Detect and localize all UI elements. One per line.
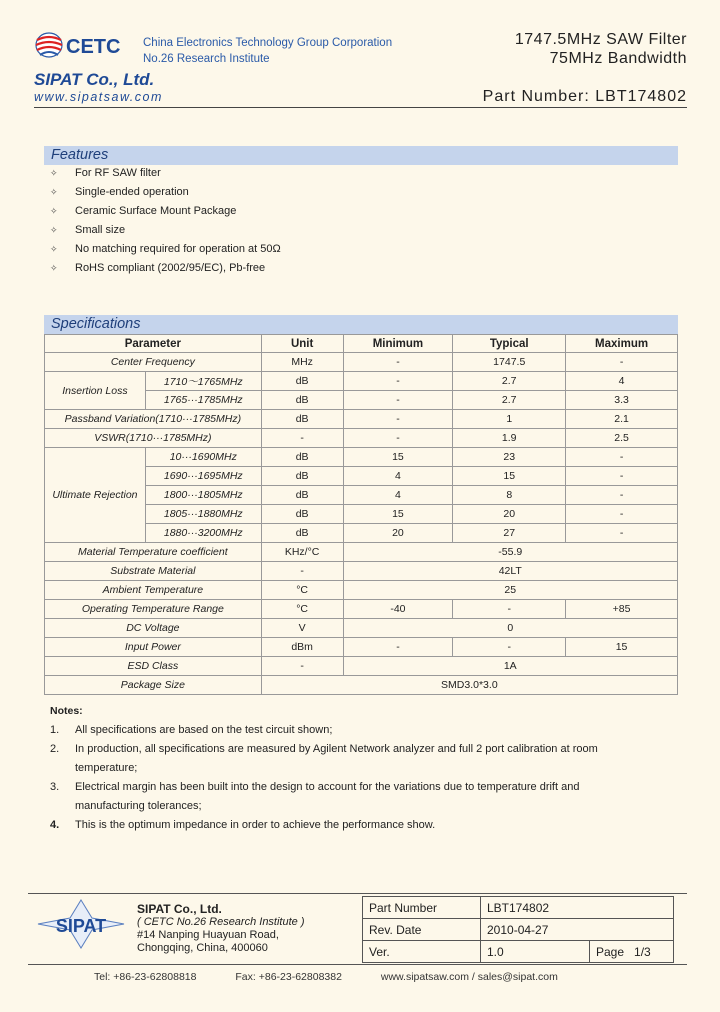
- insertion-loss-label: Insertion Loss: [45, 372, 146, 410]
- footer-company-name: SIPAT Co., Ltd.: [137, 902, 222, 916]
- col-header: Typical: [453, 335, 566, 353]
- table-row: Ambient Temperature °C 25: [45, 581, 678, 600]
- svg-text:SIPAT: SIPAT: [55, 916, 107, 936]
- table-row: Part Number LBT174802: [363, 897, 674, 919]
- specifications-section-header: [44, 315, 678, 334]
- sipat-logo: [34, 898, 128, 950]
- table-row: 1880···3200MHz dB 20 27 -: [45, 524, 678, 543]
- note-item: 4. This is the optimum impedance in order to achieve the performance show.: [50, 819, 436, 831]
- footer-address1: #14 Nanping Huayuan Road,: [137, 929, 279, 941]
- web-email[interactable]: www.sipatsaw.com / sales@sipat.com: [380, 971, 558, 983]
- product-line1: 1747.5MHz SAW Filter: [514, 31, 687, 48]
- features-title: Features: [51, 147, 109, 163]
- contact-line: [94, 971, 594, 983]
- page-number: 1/3: [634, 944, 651, 959]
- svg-text:CETC: CETC: [66, 36, 121, 58]
- footer-company-info: [137, 903, 305, 955]
- org-line1: China Electronics Technology Group Corporation: [143, 37, 393, 49]
- table-row: Rev. Date 2010-04-27: [363, 919, 674, 941]
- footer-divider-bottom: [28, 964, 687, 965]
- notes-section: [50, 705, 650, 835]
- feature-item: ✧ Single-ended operation: [50, 186, 189, 198]
- features-section-header: [44, 146, 678, 165]
- footer-address2: Chongqing, China, 400060: [137, 942, 268, 954]
- part-number-heading: Part Number: LBT174802: [482, 88, 687, 105]
- table-row: Insertion Loss 1710～1765MHz dB - 2.7 4: [45, 372, 678, 391]
- org-name: [143, 35, 392, 67]
- table-row: Ver. 1.0 Page 1/3: [363, 941, 674, 963]
- col-header: Maximum: [566, 335, 678, 353]
- diamond-bullet-icon: ✧: [50, 206, 58, 216]
- table-row: Operating Temperature Range °C -40 - +85: [45, 600, 678, 619]
- table-row: Material Temperature coefficient KHz/°C -55.9: [45, 543, 678, 562]
- col-header: Unit: [261, 335, 343, 353]
- table-row: 1805···1880MHz dB 15 20 -: [45, 505, 678, 524]
- org-line2: No.26 Research Institute: [143, 53, 270, 65]
- table-row: ESD Class - 1A: [45, 657, 678, 676]
- table-row: VSWR(1710···1785MHz) - - 1.9 2.5: [45, 429, 678, 448]
- note-item: 3. Electrical margin has been built into the design to account for the variations due to temperature drift and manufacturing tolerances;: [50, 781, 580, 812]
- table-row: Ultimate Rejection 10···1690MHz dB 15 23 -: [45, 448, 678, 467]
- telephone: Tel: +86-23-62808818: [94, 971, 197, 983]
- document-info-table: [362, 896, 674, 963]
- company-website[interactable]: www.sipatsaw.com: [34, 90, 163, 104]
- table-row: DC Voltage V 0: [45, 619, 678, 638]
- feature-item: ✧ No matching required for operation at 50Ω: [50, 243, 281, 255]
- footer-divider-top: [28, 893, 687, 894]
- ultimate-rejection-label: Ultimate Rejection: [45, 448, 146, 543]
- diamond-bullet-icon: ✧: [50, 187, 58, 197]
- table-row: 1690···1695MHz dB 4 15 -: [45, 467, 678, 486]
- fax: Fax: +86-23-62808382: [235, 971, 342, 983]
- feature-item: ✧ Ceramic Surface Mount Package: [50, 205, 237, 217]
- product-title: [515, 30, 687, 68]
- diamond-bullet-icon: ✧: [50, 244, 58, 254]
- table-row: Package Size SMD3.0*3.0: [45, 676, 678, 695]
- feature-item: ✧ Small size: [50, 224, 126, 236]
- table-row: Input Power dBm - - 15: [45, 638, 678, 657]
- company-name: SIPAT Co., Ltd.: [34, 70, 155, 89]
- diamond-bullet-icon: ✧: [50, 225, 58, 235]
- diamond-bullet-icon: ✧: [50, 168, 58, 178]
- specifications-title: Specifications: [51, 316, 141, 332]
- page-label: Page: [596, 944, 625, 959]
- col-header: Minimum: [343, 335, 453, 353]
- table-row: 1800···1805MHz dB 4 8 -: [45, 486, 678, 505]
- diamond-bullet-icon: ✧: [50, 263, 58, 273]
- table-header-row: [45, 335, 678, 353]
- header-divider: [34, 107, 687, 108]
- feature-item: ✧ For RF SAW filter: [50, 167, 161, 179]
- notes-title: Notes:: [50, 705, 83, 717]
- note-item: 2. In production, all specifications are measured by Agilent Network analyzer and full 2 port calibration at room temperature;: [50, 743, 598, 774]
- table-row: 1765···1785MHz dB - 2.7 3.3: [45, 391, 678, 410]
- table-row: Center Frequency MHz - 1747.5 -: [45, 353, 678, 372]
- cetc-globe-icon: [36, 33, 62, 57]
- cetc-logo: [34, 28, 134, 62]
- note-item: 1. All specifications are based on the test circuit shown;: [50, 724, 333, 736]
- col-header: Parameter: [45, 335, 262, 353]
- features-list: [50, 166, 281, 280]
- table-row: Passband Variation(1710···1785MHz) dB - 1 2.1: [45, 410, 678, 429]
- feature-item: ✧ RoHS compliant (2002/95/EC), Pb-free: [50, 262, 266, 274]
- product-line2: 75MHz Bandwidth: [549, 50, 687, 67]
- table-row: Substrate Material - 42LT: [45, 562, 678, 581]
- footer-institute: ( CETC No.26 Research Institute ): [137, 916, 305, 928]
- specifications-table: [44, 334, 678, 695]
